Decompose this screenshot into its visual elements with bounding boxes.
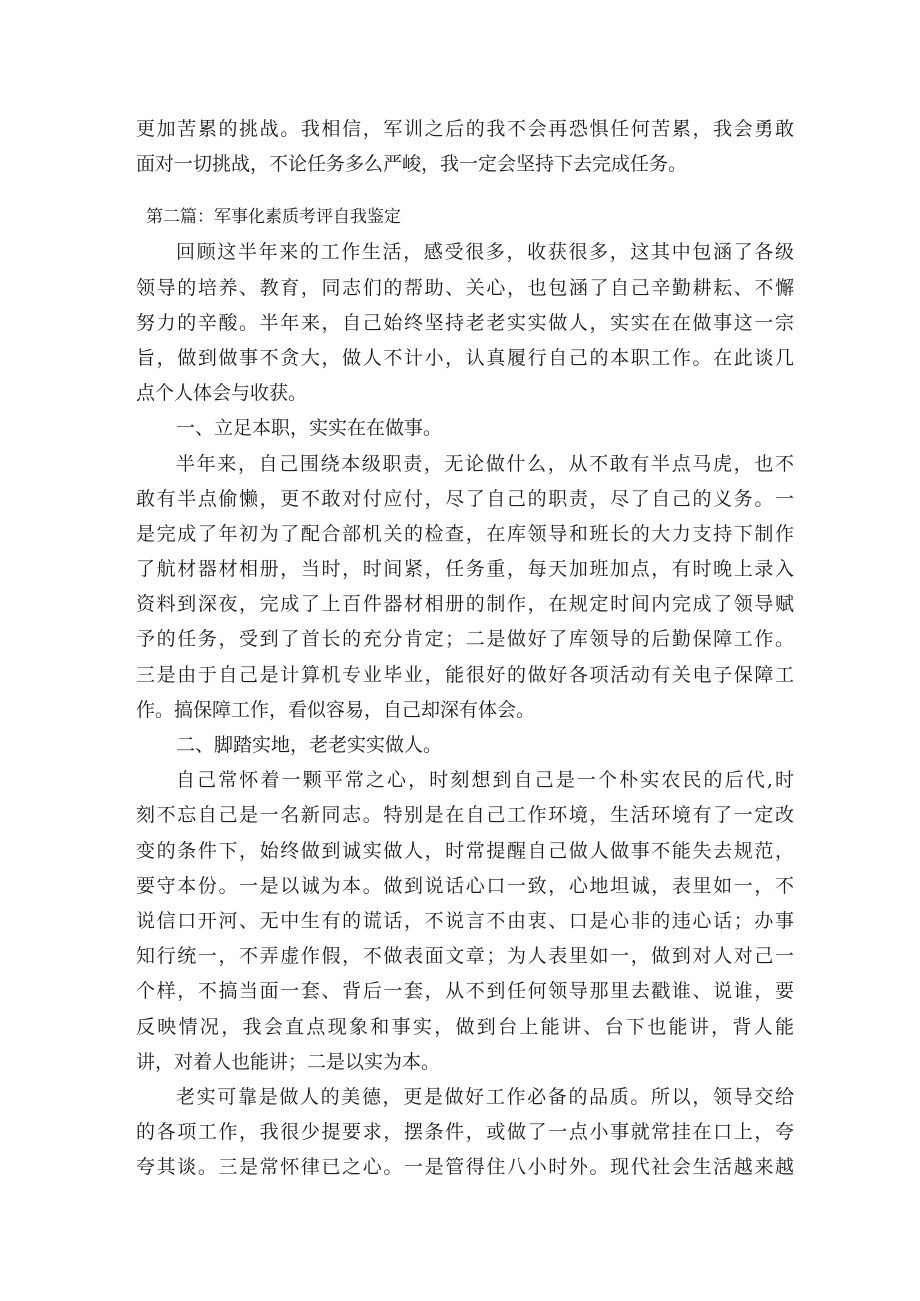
paragraph	[136, 1080, 794, 1186]
text-line: 自己常怀着一颗平常之心，时刻想到自己是一个朴实农民的后代,时	[176, 769, 794, 792]
paragraph	[136, 235, 794, 411]
text-line: 领导的培养、教育，同志们的帮助、关心，也包涵了自己辛勤耕耘、不懈	[136, 276, 794, 299]
text-line: 予的任务，受到了首长的充分肯定；二是做好了库领导的后勤保障工作。	[136, 628, 794, 651]
text-line: 点个人体会与收获。	[136, 382, 308, 405]
subheading	[136, 728, 794, 763]
body-text	[136, 235, 794, 1185]
text-line: 夸其谈。三是常怀律已之心。一是管得住八小时外。现代社会生活越来越	[136, 1156, 794, 1179]
text-line: 一、立足本职，实实在在做事。	[176, 417, 443, 440]
text-line: 说信口开河、无中生有的谎话，不说言不由衷、口是心非的违心话；办事	[136, 909, 794, 932]
section-title: 第二篇：军事化素质考评自我鉴定	[146, 207, 401, 228]
text-line: 二、脚踏实地，老老实实做人。	[176, 734, 443, 756]
text-line: 是完成了年初为了配合部机关的检查，在库领导和班长的大力支持下制作	[136, 522, 794, 545]
intro-paragraph	[136, 112, 794, 182]
text-line: 回顾这半年来的工作生活，感受很多，收获很多，这其中包涵了各级	[176, 241, 794, 264]
text-line: 变的条件下，始终做到诚实做人，时常提醒自己做人做事不能失去规范，	[136, 839, 794, 862]
text-line: 老实可靠是做人的美德，更是做好工作必备的品质。所以，领导交给	[176, 1085, 794, 1108]
text-line: 努力的辛酸。半年来，自己始终坚持老老实实做人，实实在在做事这一宗	[136, 311, 794, 334]
text-line: 面对一切挑战，不论任务多么严峻，我一定会坚持下去完成任务。	[136, 153, 688, 176]
subheading	[136, 411, 794, 446]
text-line: 敢有半点偷懒，更不敢对付应付，尽了自己的职责，尽了自己的义务。一	[136, 487, 794, 510]
text-line: 作。搞保障工作，看似容易，自己却深有体会。	[136, 698, 536, 721]
paragraph	[136, 447, 794, 729]
text-line: 知行统一，不弄虚作假，不做表面文章；为人表里如一，做到对人对己一	[136, 945, 794, 968]
text-line: 更加苦累的挑战。我相信，军训之后的我不会再恐惧任何苦累，我会勇敢	[136, 118, 794, 140]
text-line: 的各项工作，我很少提要求，摆条件，或做了一点小事就常挂在口上，夸	[136, 1121, 794, 1144]
text-line: 刻不忘自己是一名新同志。特别是在自己工作环境，生活环境有了一定改	[136, 804, 794, 827]
text-line: 三是由于自己是计算机专业毕业，能很好的做好各项活动有关电子保障工	[136, 663, 794, 686]
text-line: 半年来，自己围绕本级职责，无论做什么，从不敢有半点马虎，也不	[176, 452, 794, 475]
text-line: 旨，做到做事不贪大，做人不计小，认真履行自己的本职工作。在此谈几	[136, 346, 794, 369]
text-line: 要守本份。一是以诚为本。做到说话心口一致，心地坦诚，表里如一，不	[136, 874, 794, 897]
text-line: 讲，对着人也能讲；二是以实为本。	[136, 1050, 441, 1073]
text-line: 反映情况，我会直点现象和事实，做到台上能讲、台下也能讲，背人能	[136, 1015, 794, 1038]
text-line: 了航材器材相册，当时，时间紧，任务重，每天加班加点，有时晚上录入	[136, 558, 794, 581]
paragraph	[136, 763, 794, 1080]
text-line: 个样，不搞当面一套、背后一套，从不到任何领导那里去戳谁、说谁，要	[136, 980, 794, 1003]
text-line: 资料到深夜，完成了上百件器材相册的制作，在规定时间内完成了领导赋	[136, 593, 794, 616]
